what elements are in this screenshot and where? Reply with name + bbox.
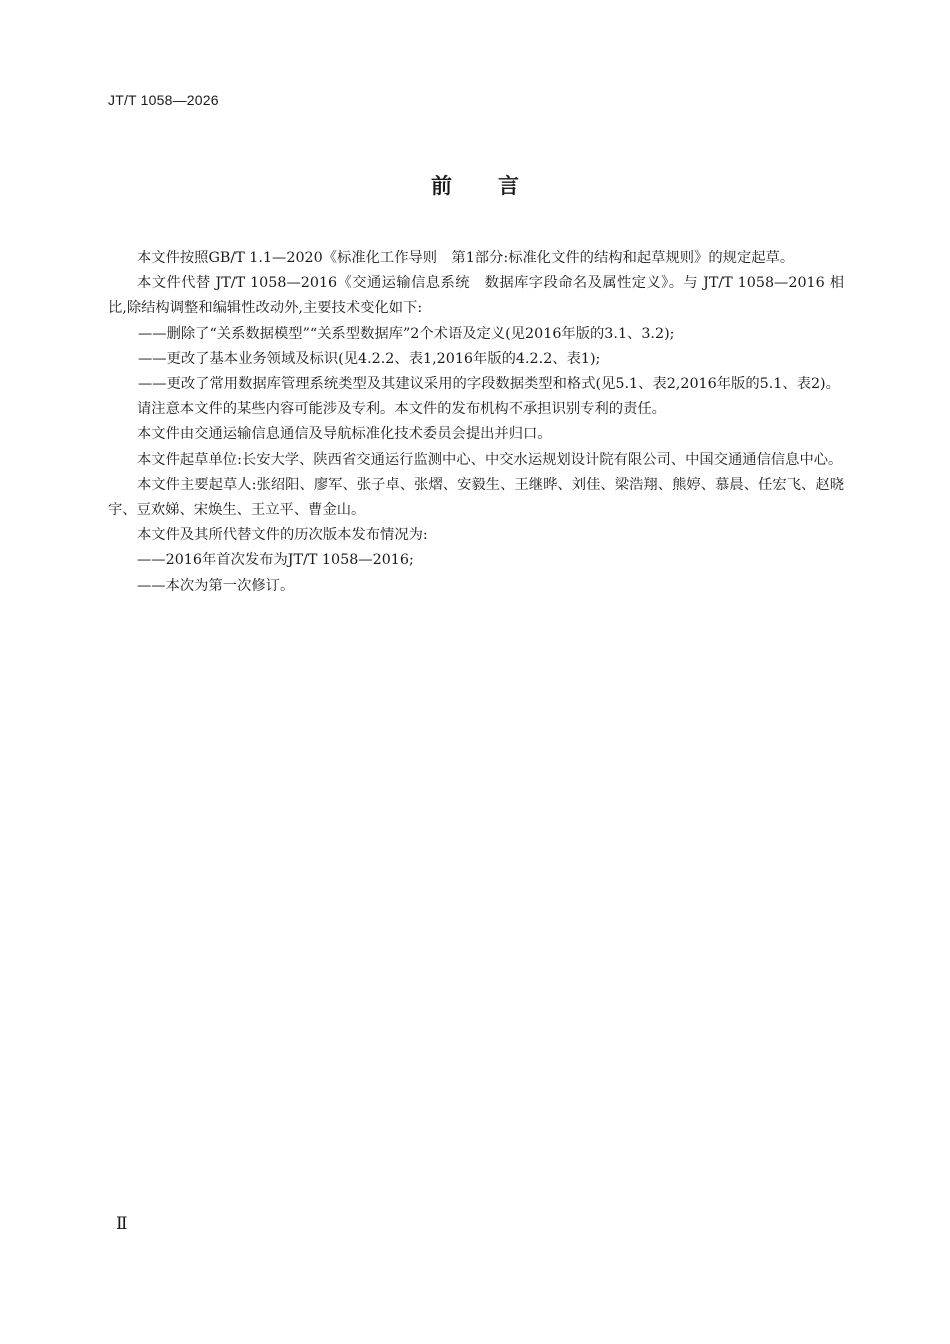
paragraph-replacement: 本文件代替 JT/T 1058—2016《交通运输信息系统 数据库字段命名及属性定义》。与 JT/T 1058—2016 相比,除结构调整和编辑性改动外,主要技术变化如下:: [108, 275, 844, 317]
paragraph-drafters: 本文件主要起草人:张绍阳、廖军、张子卓、张熠、安毅生、王继晔、刘佳、梁浩翔、熊婷、慕晨、任宏飞、赵晓宇、豆欢娣、宋焕生、王立平、曹金山。: [108, 476, 844, 519]
paragraph-proposer: 本文件由交通运输信息通信及导航标准化技术委员会提出并归口。: [137, 426, 552, 443]
foreword-body: [108, 246, 844, 599]
title-part-2: 言: [498, 174, 519, 198]
paragraph-drafting-rules: 本文件按照GB/T 1.1—2020《标准化工作导则 第1部分:标准化文件的结构和起草规则》的规定起草。: [137, 250, 795, 266]
history-item-2: ——本次为第一次修订。: [137, 577, 295, 594]
title-part-1: 前: [431, 174, 452, 198]
paragraph-drafting-units: 本文件起草单位:长安大学、陕西省交通运行监测中心、中交水运规划设计院有限公司、中国交通通信信息中心。: [137, 451, 843, 468]
page-number: Ⅱ: [116, 1214, 128, 1233]
paragraph-patent-notice: 请注意本文件的某些内容可能涉及专利。本文件的发布机构不承担识别专利的责任。: [137, 401, 666, 418]
change-item-1: ——删除了“关系数据模型”“关系型数据库”2个术语及定义(见2016年版的3.1、3.2);: [138, 325, 675, 342]
document-code: JT/T 1058—2026: [108, 92, 219, 108]
change-item-2: ——更改了基本业务领域及标识(见4.2.2、表1,2016年版的4.2.2、表1);: [138, 350, 601, 367]
history-item-1: ——2016年首次发布为JT/T 1058—2016;: [137, 552, 414, 569]
page-title: [0, 170, 950, 200]
paragraph-version-history: 本文件及其所代替文件的历次版本发布情况为:: [137, 527, 428, 544]
change-item-3: ——更改了常用数据库管理系统类型及其建议采用的字段数据类型和格式(见5.1、表2,2016年版的5.1、表2)。: [138, 376, 840, 393]
